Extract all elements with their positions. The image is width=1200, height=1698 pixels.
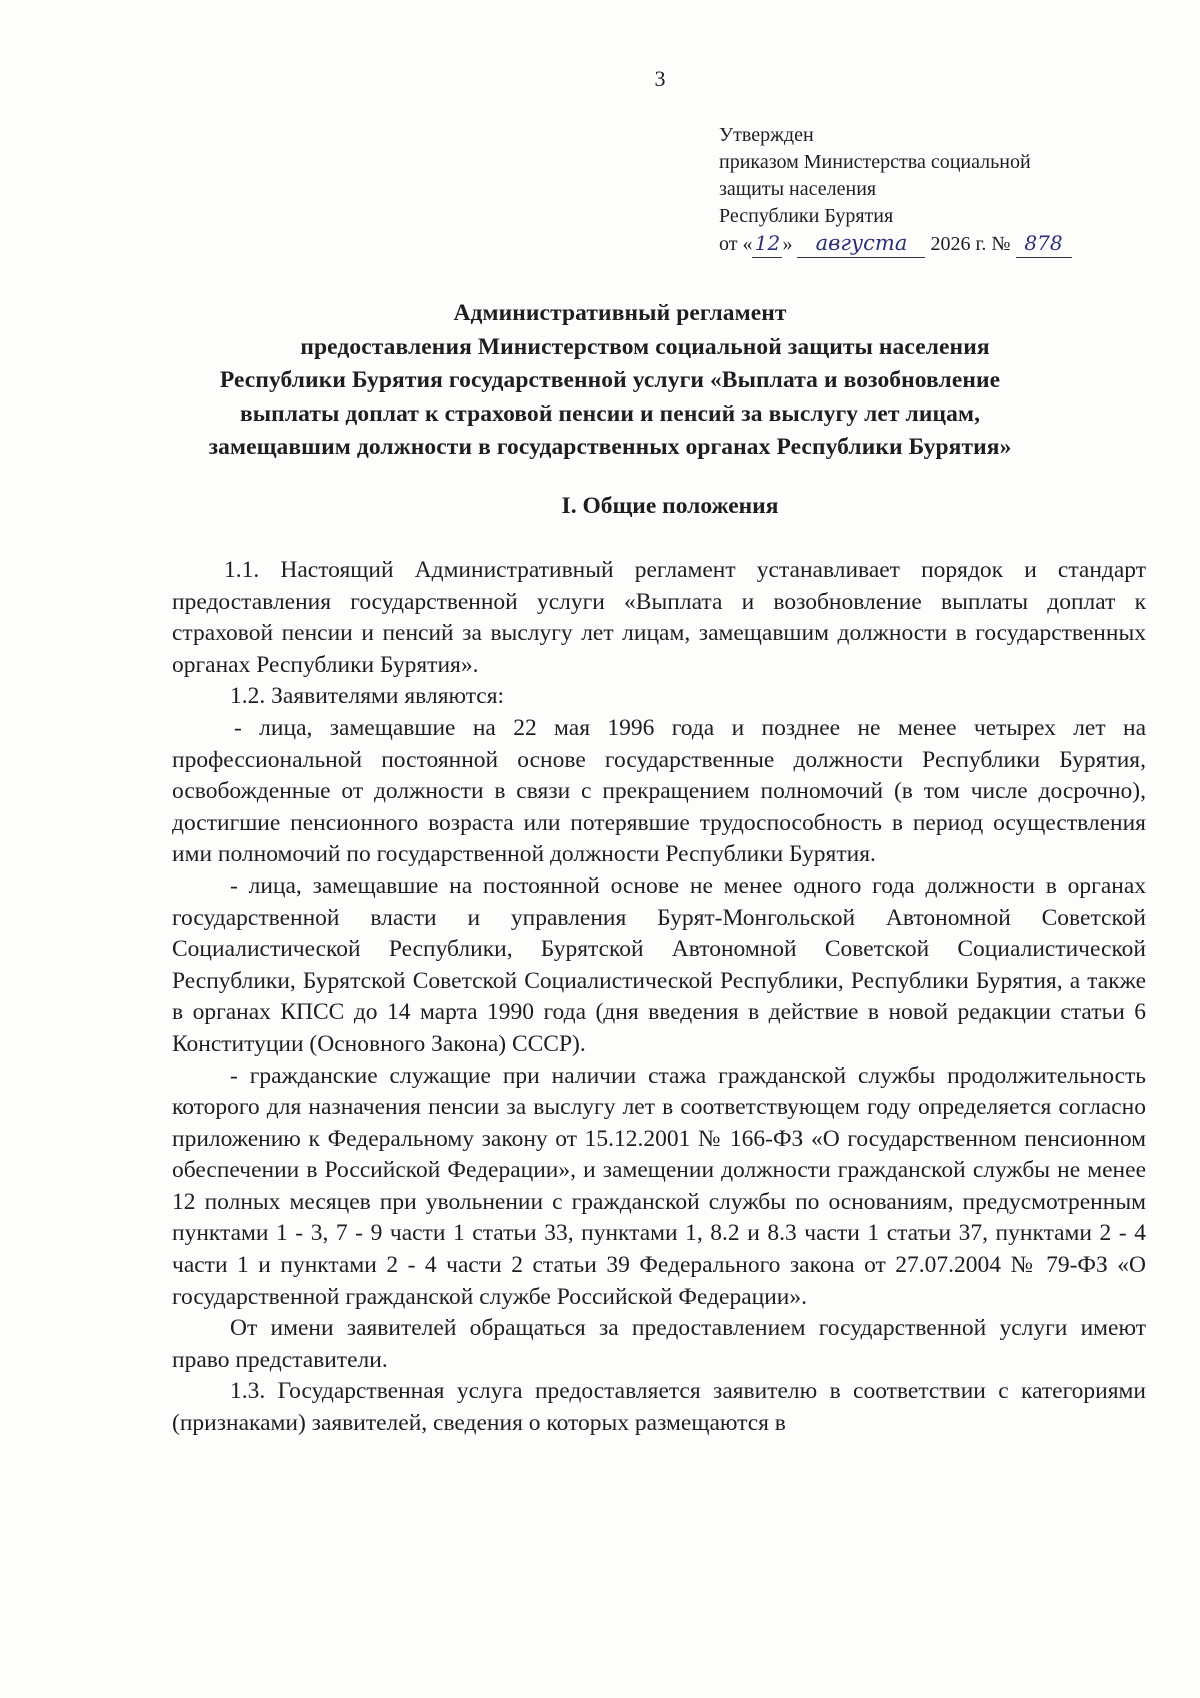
title-line-3: Республики Бурятия государственной услуги «Выплата и возобновление [219, 367, 1001, 393]
title-line-5: замещавшим должности в государственных органах Республики Бурятия» [208, 434, 1012, 460]
body-text [172, 555, 1146, 1440]
title-line-1: Административный регламент [453, 300, 787, 326]
approval-date-line [719, 230, 1072, 258]
document-title [150, 297, 1070, 465]
handwritten-month: августа [797, 230, 925, 258]
handwritten-order-number: 878 [1016, 230, 1072, 258]
date-year: 2026 г. № [925, 233, 1016, 255]
approval-block [719, 122, 1072, 258]
page-number: 3 [654, 66, 666, 91]
paragraph-applicants-1: - лица, замещавшие на 22 мая 1996 года и позднее не менее четырех лет на профессиональной постоянной основе государственные должности Республики Бурятия, освобожденные от должности в связи с прекращением полномочий (в том числе досрочно), достигшие пенсионного возраста или потерявшие трудоспособность в период осуществления ими полномочий по государственной должности Республики Бурятия. [172, 714, 1146, 868]
approval-line-2: приказом Министерства социальной [719, 151, 1031, 173]
date-mid: » [782, 233, 798, 255]
paragraph-1-2: 1.2. Заявителями являются: [230, 683, 505, 710]
approval-line-4: Республики Бурятия [719, 205, 894, 227]
paragraph-applicants-3: - гражданские служащие при наличии стажа гражданской службы продолжительность которого для назначения пенсии за выслугу лет в соответствующем году определяется согласно приложению к Федеральному закону от 15.12.2001 № 166-ФЗ «О государственном пенсионном обеспечении в Российской Федерации», и замещении должности гражданской службы не менее 12 полных месяцев при увольнении с гражданской службы по основаниям, предусмотренным пунктами 1 - 3, 7 - 9 части 1 статьи 33, пунктами 1, 8.2 и 8.3 части 1 статьи 37, пунктами 2 - 4 части 1 и пунктами 2 - 4 части 2 статьи 39 Федерального закона от 27.07.2004 № 79-ФЗ «О государственной гражданской службе Российской Федерации». [172, 1062, 1146, 1310]
title-line-2: предоставления Министерством социальной защиты населения [300, 333, 990, 360]
approval-line-1: Утвержден [719, 124, 814, 146]
paragraph-applicants-2: - лица, замещавшие на постоянной основе не менее одного года должности в органах государственной власти и управления Бурят-Монгольской Автономной Советской Социалистической Республики, Бурятской Автономной Советской Социалистической Республики, Бурятской Советской Социалистической Республики, Республики Бурятия, а также в органах КПСС до 14 марта 1990 года (дня введения в действие в новой редакции статьи 6 Конституции (Основного Закона) СССР). [172, 872, 1146, 1057]
handwritten-day: 12 [752, 230, 782, 258]
date-prefix: от « [719, 233, 753, 255]
section-heading: I. Общие положения [561, 493, 779, 519]
title-line-4: выплаты доплат к страховой пенсии и пенсий за выслугу лет лицам, [239, 400, 981, 427]
paragraph-1-1: 1.1. Настоящий Административный регламент устанавливает порядок и стандарт предоставления государственной услуги «Выплата и возобновление выплаты доплат к страховой пенсии и пенсий за выслугу лет лицам, замещавшим должности в государственных органах Республики Бурятия». [172, 557, 1146, 678]
approval-line-3: защиты населения [719, 178, 877, 200]
paragraph-1-3: 1.3. Государственная услуга предоставляется заявителю в соответствии с категориями (признаками) заявителей, сведения о которых размещаются в [172, 1378, 1146, 1437]
paragraph-representatives: От имени заявителей обращаться за предоставлением государственной услуги имеют право представители. [172, 1315, 1146, 1373]
